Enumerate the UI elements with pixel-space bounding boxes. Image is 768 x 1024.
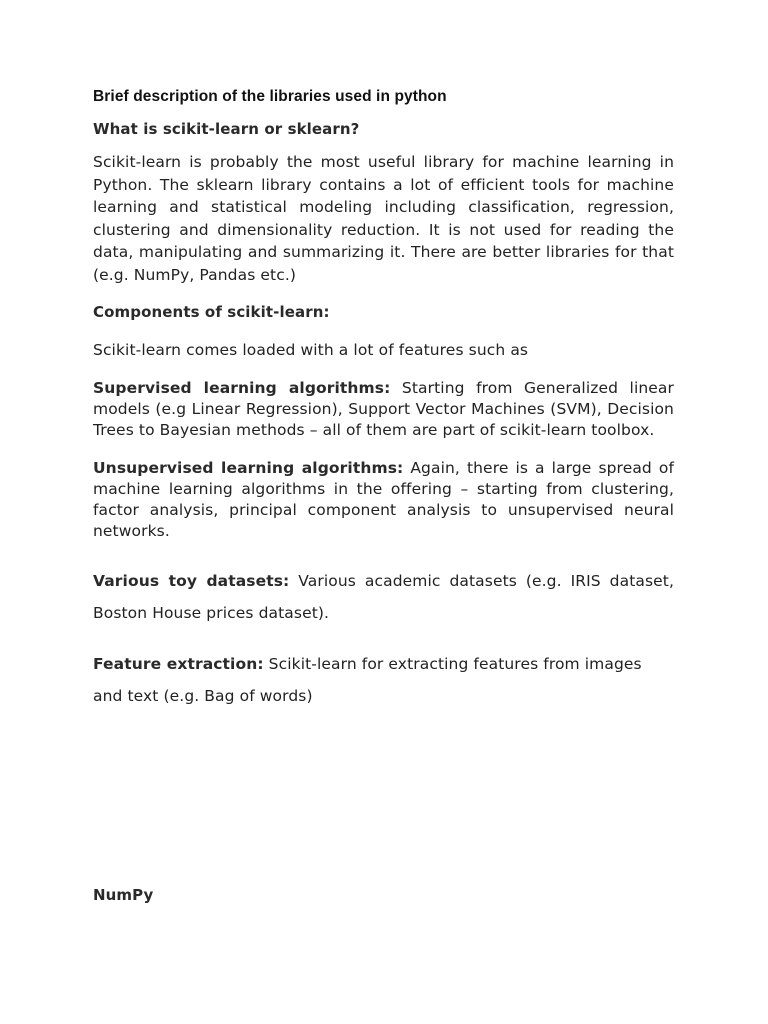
toy-datasets-text: Various academic datasets (e.g. IRIS dataset, Boston House prices dataset). [93, 572, 674, 622]
unsupervised-text: Again, there is a large spread of machine learning algorithms in the offering – starting from clustering, factor analysis, principal component analysis to unsupervised neural networks. [93, 459, 675, 540]
feature-extraction-label: Feature extraction: [93, 655, 264, 673]
toy-datasets-label: Various toy datasets: [93, 572, 290, 590]
numpy-heading: NumPy [93, 886, 154, 904]
feature-extraction-text: Scikit-learn for extracting features from images and text (e.g. Bag of words) [93, 655, 642, 705]
components-heading: Components of scikit-learn: [93, 303, 330, 321]
feature-extraction-paragraph [93, 648, 674, 712]
document-title: Brief description of the libraries used in python [93, 88, 447, 105]
supervised-paragraph [93, 378, 674, 441]
supervised-label: Supervised learning algorithms: [93, 379, 391, 397]
unsupervised-paragraph [93, 458, 674, 542]
sklearn-question-heading: What is scikit-learn or sklearn? [93, 120, 360, 138]
unsupervised-label: Unsupervised learning algorithms: [93, 459, 404, 477]
sklearn-intro-paragraph: Scikit-learn is probably the most useful library for machine learning in Python. The sklearn library contains a lot of efficient tools for machine learning and statistical modeling including classification, regression, clustering and dimensionality reduction. It is not used for reading the data, manipulating and summarizing it. There are better libraries for that (e.g. NumPy, Pandas etc.) [93, 153, 674, 284]
features-intro-text: Scikit-learn comes loaded with a lot of features such as [93, 341, 529, 359]
toy-datasets-paragraph [93, 565, 674, 629]
supervised-text: Starting from Generalized linear models (e.g Linear Regression), Support Vector Machines (SVM), Decision Trees to Bayesian methods – all of them are part of scikit-learn toolbox. [93, 379, 674, 439]
